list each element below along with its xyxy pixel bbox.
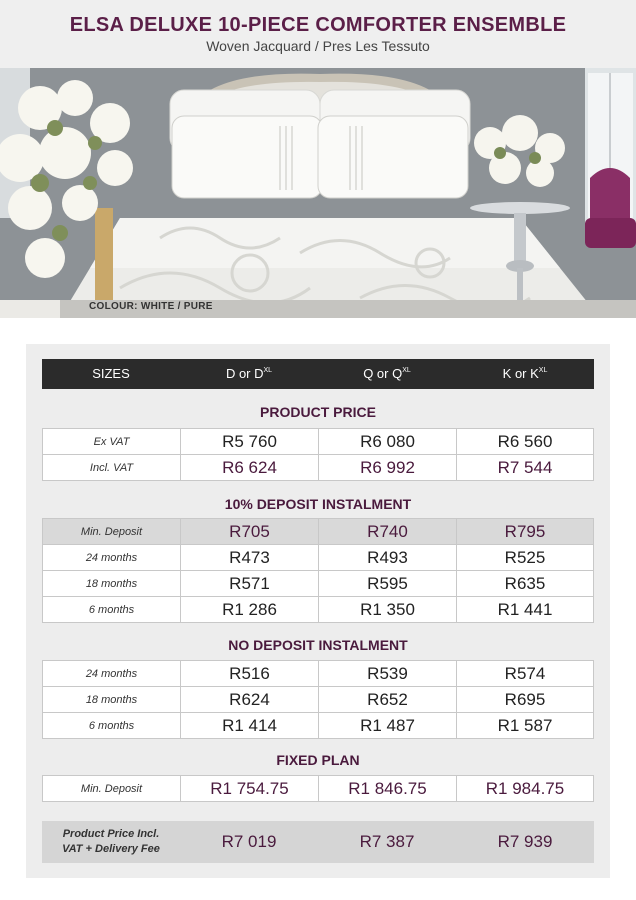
price-cell: R7 544 [457, 455, 594, 480]
no-deposit-instalment-table [42, 660, 594, 739]
total-price-double: R7 019 [221, 832, 277, 851]
price-cell: R740 [319, 519, 457, 544]
size-king-label: K or K [502, 366, 539, 381]
table-row [43, 713, 594, 739]
sizes-header-bar [42, 359, 594, 389]
table-row [43, 597, 594, 623]
row-label: Min. Deposit [43, 519, 181, 544]
price-cell: R493 [319, 545, 457, 570]
total-price-queen: R7 387 [359, 832, 415, 851]
table-row [43, 545, 594, 571]
section-title-fixed-plan: FIXED PLAN [276, 752, 360, 768]
price-cell: R1 984.75 [457, 776, 594, 801]
table-row [43, 776, 594, 802]
bedroom-illustration [0, 68, 636, 318]
price-cell: R1 846.75 [319, 776, 457, 801]
size-king [456, 359, 594, 389]
size-queen-sup: XL [402, 367, 411, 374]
page-header [0, 0, 636, 68]
page-title: ELSA DELUXE 10-PIECE COMFORTER ENSEMBLE [69, 14, 567, 36]
price-cell: R624 [181, 687, 319, 712]
row-label: Incl. VAT [43, 455, 181, 480]
size-double-label: D or D [225, 366, 264, 381]
price-cell: R516 [181, 661, 319, 686]
row-label: Ex VAT [43, 429, 181, 454]
table-row [43, 687, 594, 713]
price-cell: R6 080 [319, 429, 457, 454]
size-king-sup: XL [538, 367, 548, 374]
page-subtitle: Woven Jacquard / Pres Les Tessuto [206, 38, 430, 54]
total-price-king: R7 939 [497, 832, 553, 851]
row-label: 18 months [43, 687, 181, 712]
total-label [42, 827, 180, 857]
table-row [43, 429, 594, 455]
product-photo [0, 68, 636, 318]
total-price-row [42, 821, 594, 863]
row-label: 24 months [43, 661, 181, 686]
price-cell: R6 624 [181, 455, 319, 480]
section-title-deposit-instalment: 10% DEPOSIT INSTALMENT [224, 496, 412, 512]
price-cell: R1 350 [319, 597, 457, 622]
sizes-label: SIZES [92, 366, 130, 381]
price-cell: R695 [457, 687, 594, 712]
price-cell: R574 [457, 661, 594, 686]
size-double-sup: XL [263, 367, 273, 374]
size-queen [318, 359, 456, 389]
price-cell: R1 487 [319, 713, 457, 738]
colour-label: COLOUR: WHITE / PURE [89, 301, 213, 312]
price-cell: R525 [457, 545, 594, 570]
price-cell: R473 [181, 545, 319, 570]
size-double [180, 359, 318, 389]
row-label: Min. Deposit [43, 776, 181, 801]
section-title-product-price: PRODUCT PRICE [260, 404, 376, 420]
table-row [43, 519, 594, 545]
size-queen-label: Q or Q [363, 366, 403, 381]
row-label: 24 months [43, 545, 181, 570]
row-label: 6 months [43, 713, 181, 738]
price-cell: R6 992 [319, 455, 457, 480]
fixed-plan-table [42, 775, 594, 802]
price-cell: R595 [319, 571, 457, 596]
table-row [43, 455, 594, 481]
price-cell: R1 754.75 [181, 776, 319, 801]
price-cell: R1 441 [457, 597, 594, 622]
row-label: 18 months [43, 571, 181, 596]
total-label-line1: Product Price Incl. [62, 828, 160, 840]
price-cell: R1 587 [457, 713, 594, 738]
price-cell: R1 414 [181, 713, 319, 738]
price-cell: R571 [181, 571, 319, 596]
price-cell: R5 760 [181, 429, 319, 454]
product-price-table [42, 428, 594, 481]
price-cell: R6 560 [457, 429, 594, 454]
deposit-instalment-table [42, 518, 594, 623]
price-cell: R635 [457, 571, 594, 596]
price-cell: R1 286 [181, 597, 319, 622]
price-cell: R795 [457, 519, 594, 544]
section-title-no-deposit-instalment: NO DEPOSIT INSTALMENT [228, 637, 408, 653]
price-cell: R539 [319, 661, 457, 686]
table-row [43, 571, 594, 597]
total-label-line2: VAT + Delivery Fee [62, 843, 160, 855]
price-cell: R652 [319, 687, 457, 712]
price-cell: R705 [181, 519, 319, 544]
table-row [43, 661, 594, 687]
row-label: 6 months [43, 597, 181, 622]
